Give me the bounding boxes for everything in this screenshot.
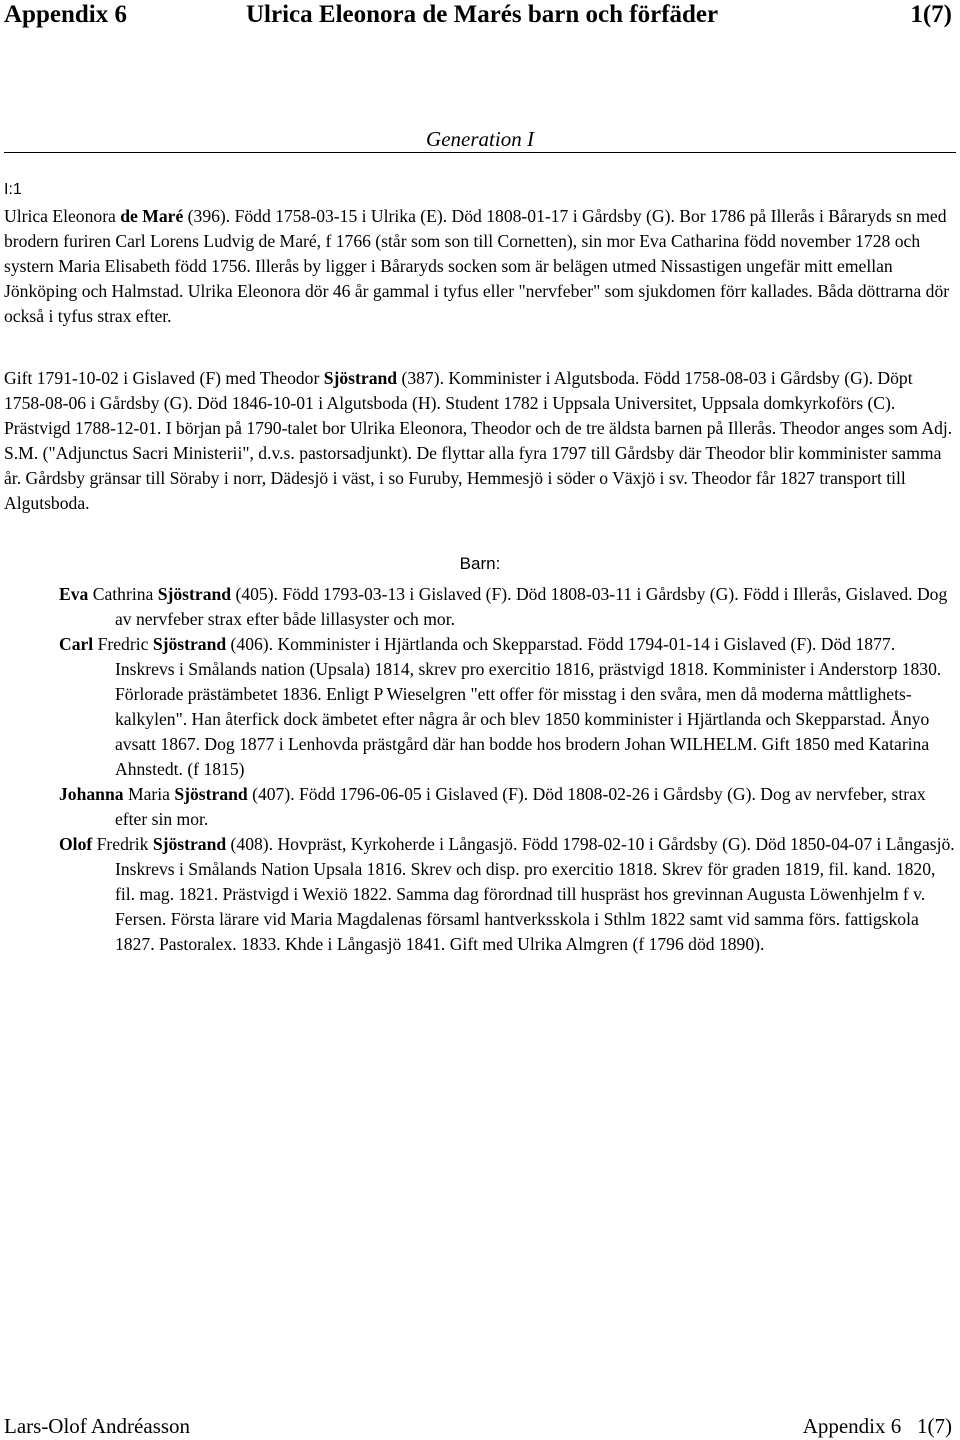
person-id: I:1	[4, 181, 22, 198]
page-header	[4, 0, 956, 30]
person-intro-text: (396). Född 1758-03-15 i Ulrika (E). Död 1808-01-17 i Gårdsby (G). Bor 1786 på Illerås i Båraryds sn med brodern furiren Carl Lorens Ludvig de Maré, f 1766 (står som son till Cornetten), sin mor Eva Catharina född november 1728 och systern Maria Elisabeth född 1756. Illerås by ligger i Båraryds socken som är belägen utmed Nissastigen ungefär mitt emellan Jönköping och Halmstad. Ulrika Eleonora dör 46 år gammal i tyfus eller "nervfeber" som sjukdomen förr kallades. Båda döttrarna dör också i tyfus strax efter.	[4, 206, 950, 326]
document-title: Ulrica Eleonora de Marés barn och förfäder	[246, 1, 719, 28]
child-first-name: Eva	[59, 584, 89, 604]
child-first-name: Carl	[59, 634, 94, 654]
header-page-number: 1(7)	[910, 1, 952, 28]
child-middle-name: Fredrik	[92, 834, 153, 854]
children-list	[59, 582, 956, 957]
child-middle-name: Fredric	[93, 634, 153, 654]
person-surname: de Maré	[120, 206, 184, 226]
child-first-name: Johanna	[59, 784, 124, 804]
child-entry	[59, 832, 956, 957]
marriage-description	[4, 366, 956, 516]
spouse-surname: Sjöstrand	[323, 368, 398, 388]
child-first-name: Olof	[59, 834, 93, 854]
generation-divider	[4, 152, 956, 153]
child-entry	[59, 782, 956, 832]
person-given-name: Ulrica Eleonora	[4, 206, 121, 226]
child-text: (406). Komminister i Hjärtlanda och Skepparstad. Född 1794-01-14 i Gislaved (F). Död 1877. Inskrevs i Smålands nation (Upsala) 1814, skrev pro exercitio 1816, prästvigd 1818. Komminister i Anderstorp 1830. Förlorade prästämbetet 1836. Enligt P Wieselgren "ett offer för misstag i den svåra, men då moderna måttlighets-kalkylen". Han återfick dock ämbetet efter några år och blev 1850 komminister i Hjärtlanda och Skepparstad. Ånyo avsatt 1867. Dog 1877 i Lenhovda prästgård där han bodde hos brodern Johan WILHELM. Gift 1850 med Katarina Ahnstedt. (f 1815)	[115, 634, 942, 779]
footer-page-label: Appendix 6 1(7)	[802, 1414, 952, 1438]
child-entry	[59, 632, 956, 782]
child-surname: Sjöstrand	[174, 784, 248, 804]
child-surname: Sjöstrand	[157, 584, 232, 604]
child-text: (405). Född 1793-03-13 i Gislaved (F). Död 1808-03-11 i Gårdsby (G). Född i Illerås, Gislaved. Dog av nervfeber strax efter både lillasyster och mor.	[115, 584, 948, 629]
page-footer	[4, 1413, 956, 1439]
person-description	[4, 204, 956, 329]
footer-author: Lars-Olof Andréasson	[4, 1414, 191, 1438]
marriage-post-text: (387). Komminister i Algutsboda. Född 1758-08-03 i Gårdsby (G). Döpt 1758-08-06 i Gårdsby (G). Död 1846-10-01 i Algutsboda (H). Student 1782 i Uppsala Universitet, Uppsala domkyrkoförs (C). Prästvigd 1788-12-01. I början på 1790-talet bor Ulrika Eleonora, Theodor och de tre äldsta barnen på Illerås. Theodor anges som Adj. S.M. ("Adjunctus Sacri Ministerii", d.v.s. pastorsadjunkt). De flyttar alla fyra 1797 till Gårdsby där Theodor blir komminister samma år. Gårdsby gränsar till Söraby i norr, Dädesjö i väst, i so Furuby, Hemmesjö i söder o Växjö i sv. Theodor får 1827 transport till Algutsboda.	[4, 368, 953, 513]
children-heading: Barn:	[459, 554, 501, 573]
child-middle-name: Cathrina	[88, 584, 158, 604]
child-surname: Sjöstrand	[152, 834, 227, 854]
child-text: (408). Hovpräst, Kyrkoherde i Långasjö. Född 1798-02-10 i Gårdsby (G). Död 1850-04-07 i Långasjö. Inskrevs i Smålands Nation Upsala 1816. Skrev och disp. pro exercitio 1818. Skrev för graden 1819, fil. kand. 1820, fil. mag. 1821. Prästvigd i Wexiö 1822. Samma dag förordnad till huspräst hos grevinnan Augusta Löwenhjelm f v. Fersen. Första lärare vid Maria Magdalenas församl hantverksskola i Sthlm 1822 samt vid samma förs. fattigskola 1827. Pastoralex. 1833. Khde i Långasjö 1841. Gift med Ulrika Almgren (f 1796 död 1890).	[115, 834, 955, 954]
child-entry	[59, 582, 956, 632]
header-appendix-label: Appendix 6	[4, 1, 127, 28]
generation-title: Generation I	[426, 127, 534, 151]
child-text: (407). Född 1796-06-05 i Gislaved (F). Död 1808-02-26 i Gårdsby (G). Dog av nervfeber, strax efter sin mor.	[115, 784, 926, 829]
marriage-pre-text: Gift 1791-10-02 i Gislaved (F) med Theodor	[4, 368, 324, 388]
child-middle-name: Maria	[123, 784, 175, 804]
child-surname: Sjöstrand	[152, 634, 227, 654]
